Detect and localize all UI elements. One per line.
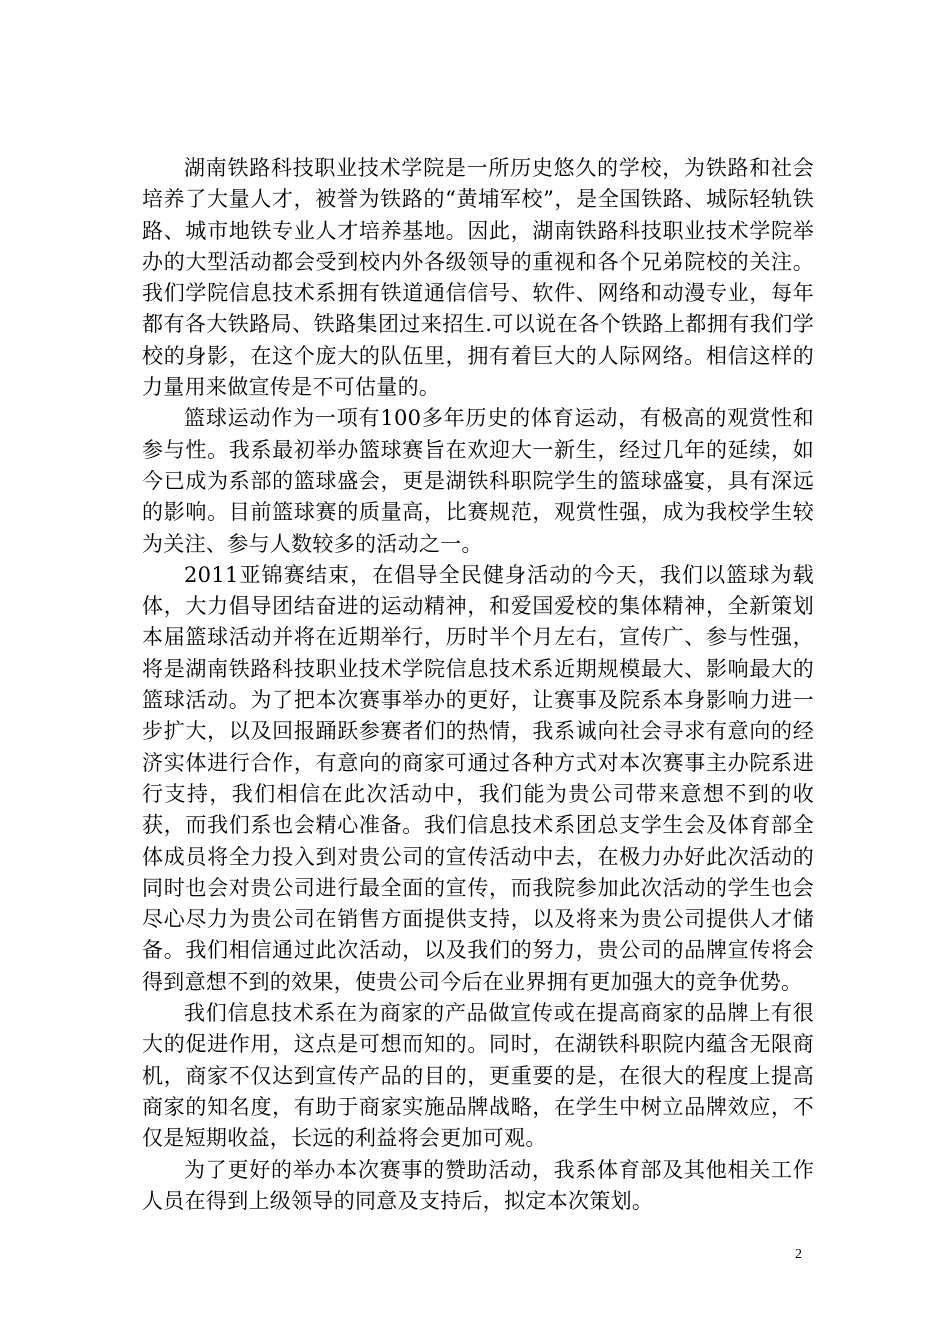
paragraph-school-introduction: 湖南铁路科技职业技术学院是一所历史悠久的学校，为铁路和社会培养了大量人才，被誉为铁路的“黄埔军校”，是全国铁路、城际轻轨铁路、城市地铁专业人才培养基地。因此，湖南铁路科技职业技术学院举办的大型活动都会受到校内外各级领导的重视和各个兄弟院校的关注。我们学院信息技术系拥有铁道通信信号、软件、网络和动漫专业，每年都有各大铁路局、铁路集团过来招生.可以说在各个铁路上都拥有我们学校的身影，在这个庞大的队伍里，拥有着巨大的人际网络。相信这样的力量用来做宣传是不可估量的。: [142, 156, 814, 400]
page-number: 2: [795, 1247, 802, 1262]
paragraph-promotion-benefits: 我们信息技术系在为商家的产品做宣传或在提高商家的品牌上有很大的促进作用，这点是可想而知的。同时，在湖铁科职院内蕴含无限商机，商家不仅达到宣传产品的目的，更重要的是，在很大的程度上提高商家的知名度，有助于商家实施品牌战略，在学生中树立品牌效应，不仅是短期收益，长远的利益将会更加可观。: [142, 1001, 814, 1151]
paragraph-sponsorship-cooperation: 2011亚锦赛结束，在倡导全民健身活动的今天，我们以篮球为载体，大力倡导团结奋进的运动精神，和爱国爱校的集体精神，全新策划本届篮球活动并将在近期举行，历时半个月左右，宣传广、参与性强，将是湖南铁路科技职业技术学院信息技术系近期规模最大、影响最大的篮球活动。为了把本次赛事举办的更好，让赛事及院系本身影响力进一步扩大，以及回报踊跃参赛者们的热情，我系诚向社会寻求有意向的经济实体进行合作，有意向的商家可通过各种方式对本次赛事主办院系进行支持，我们相信在此次活动中，我们能为贵公司带来意想不到的收获，而我们系也会精心准备。我们信息技术系团总支学生会及体育部全体成员将全力投入到对贵公司的宣传活动中去，在极力办好此次活动的同时也会对贵公司进行最全面的宣传，而我院参加此次活动的学生也会尽心尽力为贵公司在销售方面提供支持，以及将来为贵公司提供人才储备。我们相信通过此次活动，以及我们的努力，贵公司的品牌宣传将会得到意想不到的效果，使贵公司今后在业界拥有更加强大的竞争优势。: [142, 562, 814, 994]
paragraph-plan-conclusion: 为了更好的举办本次赛事的赞助活动，我系体育部及其他相关工作人员在得到上级领导的同意及支持后，拟定本次策划。: [142, 1157, 814, 1213]
paragraph-basketball-event: 篮球运动作为一项有100多年历史的体育运动，有极高的观赏性和参与性。我系最初举办篮球赛旨在欢迎大一新生，经过几年的延续，如今已成为系部的篮球盛会，更是湖铁科职院学生的篮球盛宴，具有深远的影响。目前篮球赛的质量高，比赛规范，观赏性强，成为我校学生较为关注、参与人数较多的活动之一。: [142, 406, 814, 556]
document-body: [142, 153, 814, 1217]
